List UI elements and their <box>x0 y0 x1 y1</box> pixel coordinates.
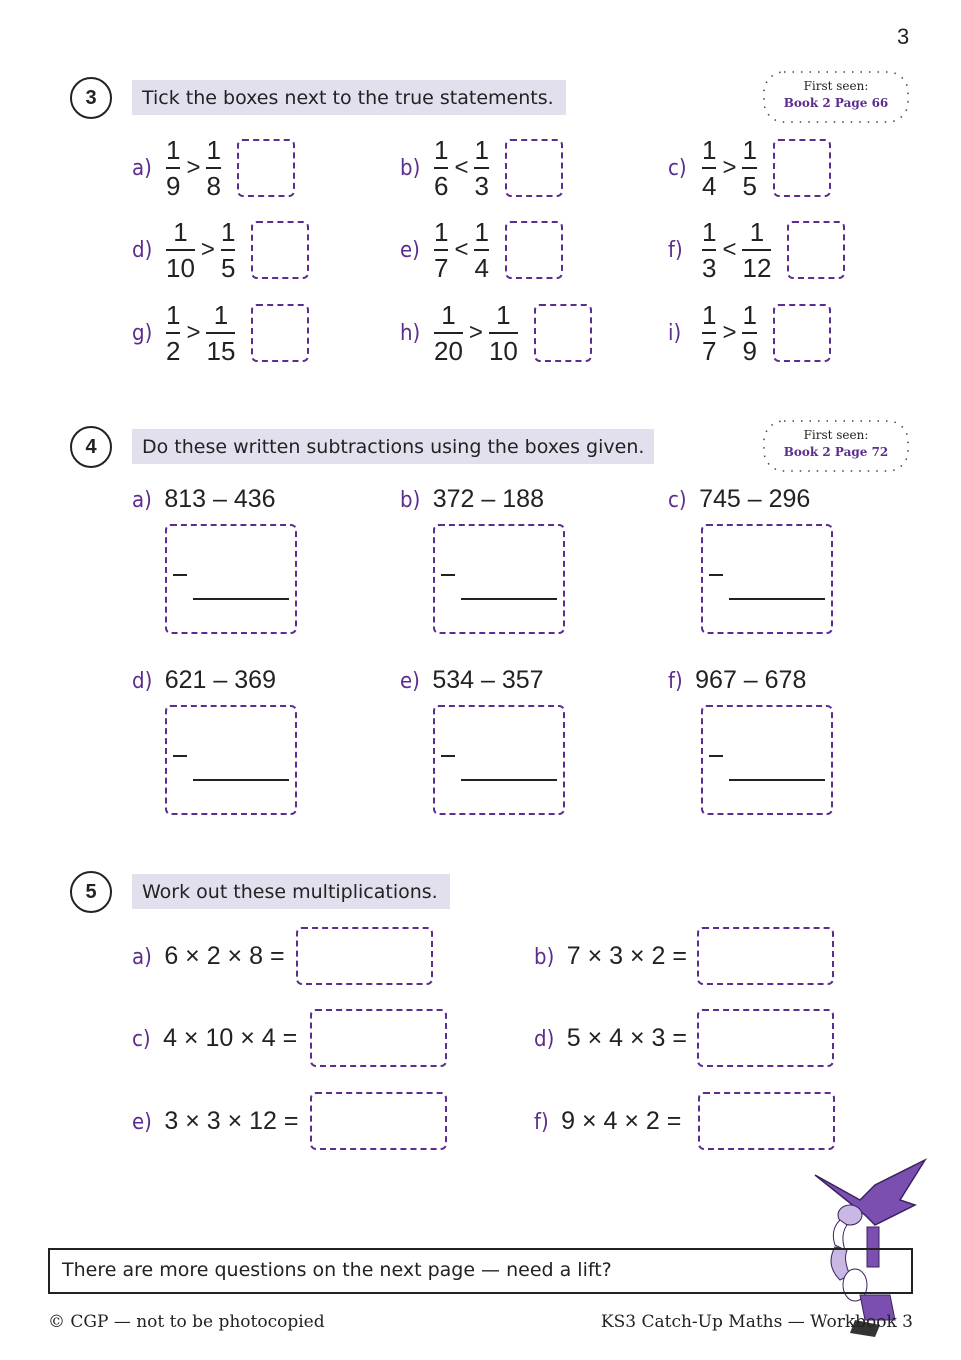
tick-box[interactable] <box>787 221 845 279</box>
subtraction-item <box>132 666 276 695</box>
tick-box[interactable] <box>251 304 309 362</box>
fraction-bar <box>166 332 180 334</box>
item-label: i) <box>668 320 682 346</box>
item-label: a) <box>132 488 152 513</box>
comparison-operator: < <box>454 154 469 181</box>
numerator: 1 <box>702 300 717 330</box>
denominator: 8 <box>206 171 221 201</box>
minus-sign <box>709 574 723 576</box>
fraction-bar <box>742 332 756 334</box>
denominator: 15 <box>206 336 236 366</box>
left-fraction <box>166 300 180 366</box>
fraction-bar <box>434 167 448 169</box>
fraction-bar <box>434 332 463 334</box>
answer-line <box>461 779 557 781</box>
item-label: e) <box>400 237 420 263</box>
subtraction-item <box>668 666 806 695</box>
tick-box[interactable] <box>534 304 592 362</box>
fraction-statement <box>400 135 563 201</box>
denominator: 6 <box>434 171 449 201</box>
answer-box[interactable] <box>433 705 565 815</box>
denominator: 3 <box>702 253 717 283</box>
item-label: f) <box>668 669 683 694</box>
answer-box[interactable] <box>310 1092 447 1150</box>
multiplication-expression: 5 × 4 × 3 = <box>566 1024 687 1052</box>
fraction-bar <box>474 167 488 169</box>
item-label: d) <box>132 669 153 694</box>
answer-box[interactable] <box>701 705 833 815</box>
denominator: 7 <box>434 253 449 283</box>
fraction-bar <box>742 249 771 251</box>
item-label: a) <box>132 155 152 181</box>
item-label: f) <box>668 237 683 263</box>
denominator: 5 <box>220 253 236 283</box>
fraction-bar <box>702 332 716 334</box>
footer-copyright: © CGP — not to be photocopied <box>48 1312 325 1332</box>
question-number-5: 5 <box>70 871 112 913</box>
answer-box[interactable] <box>165 524 297 634</box>
fraction-bar <box>166 167 180 169</box>
item-label: b) <box>534 945 555 970</box>
right-fraction <box>474 135 488 201</box>
comparison-operator: > <box>186 154 201 181</box>
first-seen-ref: Book 2 Page 66 <box>783 96 889 110</box>
multiplication-expression: 9 × 4 × 2 = <box>561 1107 682 1135</box>
denominator: 20 <box>434 336 463 366</box>
subtraction-item <box>668 485 810 514</box>
fraction-bar <box>206 167 220 169</box>
numerator: 1 <box>173 217 188 247</box>
item-label: e) <box>400 669 420 694</box>
answer-box[interactable] <box>296 927 433 985</box>
subtraction-expression: 372 – 188 <box>432 485 544 513</box>
multiplication-item <box>534 1024 687 1053</box>
numerator: 1 <box>702 135 717 165</box>
answer-line <box>461 598 557 600</box>
minus-sign <box>441 574 455 576</box>
denominator: 5 <box>742 171 757 201</box>
multiplication-expression: 6 × 2 × 8 = <box>164 942 285 970</box>
multiplication-item <box>132 1107 299 1136</box>
right-fraction <box>221 217 235 283</box>
item-label: e) <box>132 1110 152 1135</box>
first-seen-badge-q4 <box>760 417 912 475</box>
tick-box[interactable] <box>773 139 831 197</box>
fraction-bar <box>206 332 235 334</box>
fraction-bar <box>166 249 195 251</box>
item-label: c) <box>132 1027 151 1052</box>
fraction-statement <box>400 300 592 366</box>
item-label: d) <box>534 1027 555 1052</box>
comparison-operator: > <box>722 319 737 346</box>
fraction-bar <box>742 167 756 169</box>
tick-box[interactable] <box>251 221 309 279</box>
item-label: b) <box>400 488 421 513</box>
multiplication-expression: 7 × 3 × 2 = <box>566 942 687 970</box>
fraction-statement <box>668 300 831 366</box>
multiplication-expression: 4 × 10 × 4 = <box>163 1024 298 1052</box>
tick-box[interactable] <box>505 139 563 197</box>
answer-box[interactable] <box>701 524 833 634</box>
answer-box[interactable] <box>698 1092 835 1150</box>
multiplication-item <box>534 1107 681 1136</box>
first-seen-badge-q3 <box>760 68 912 126</box>
fraction-bar <box>702 167 716 169</box>
comparison-operator: > <box>722 154 737 181</box>
numerator: 1 <box>742 135 757 165</box>
multiplication-item <box>534 942 687 971</box>
item-label: h) <box>400 320 421 346</box>
comparison-operator: > <box>186 319 201 346</box>
denominator: 4 <box>702 171 717 201</box>
item-label: a) <box>132 945 152 970</box>
denominator: 9 <box>166 171 181 201</box>
denominator: 12 <box>742 253 772 283</box>
denominator: 9 <box>742 336 757 366</box>
numerator: 1 <box>166 300 181 330</box>
denominator: 4 <box>474 253 489 283</box>
numerator: 1 <box>206 135 221 165</box>
fraction-statement <box>132 217 309 283</box>
right-fraction <box>742 300 756 366</box>
next-page-banner: There are more questions on the next page — need a lift? <box>48 1248 913 1294</box>
tick-box[interactable] <box>505 221 563 279</box>
minus-sign <box>173 574 187 576</box>
subtraction-expression: 621 – 369 <box>164 666 276 694</box>
question-4-title: Do these written subtractions using the boxes given. <box>132 429 654 464</box>
answer-line <box>193 598 289 600</box>
left-fraction <box>702 300 716 366</box>
answer-box[interactable] <box>310 1009 447 1067</box>
denominator: 7 <box>702 336 717 366</box>
fraction-bar <box>434 249 448 251</box>
minus-sign <box>173 755 187 757</box>
comparison-operator: < <box>722 236 737 263</box>
numerator: 1 <box>220 217 236 247</box>
subtraction-item <box>132 485 276 514</box>
fraction-bar <box>702 249 716 251</box>
numerator: 1 <box>749 217 765 247</box>
right-fraction <box>206 135 220 201</box>
numerator: 1 <box>213 300 229 330</box>
multiplication-item <box>132 1024 297 1053</box>
tick-box[interactable] <box>237 139 295 197</box>
question-5-title: Work out these multiplications. <box>132 874 450 909</box>
right-fraction <box>489 300 518 366</box>
left-fraction <box>434 135 448 201</box>
comparison-operator: > <box>468 319 483 346</box>
tick-box[interactable] <box>773 304 831 362</box>
left-fraction <box>702 135 716 201</box>
denominator: 2 <box>166 336 181 366</box>
subtraction-expression: 813 – 436 <box>164 485 276 513</box>
answer-line <box>729 598 825 600</box>
subtraction-expression: 745 – 296 <box>699 485 811 513</box>
first-seen-label: First seen: <box>803 428 869 442</box>
item-label: g) <box>132 320 153 346</box>
subtraction-item <box>400 666 544 695</box>
question-3-title: Tick the boxes next to the true statements. <box>132 80 566 115</box>
fraction-statement <box>668 135 831 201</box>
fraction-bar <box>489 332 518 334</box>
fraction-statement <box>132 300 309 366</box>
fraction-statement <box>668 217 845 283</box>
left-fraction <box>166 217 195 283</box>
page-number: 3 <box>897 24 910 49</box>
footer-book-title: KS3 Catch-Up Maths — Workbook 3 <box>600 1312 913 1332</box>
numerator: 1 <box>434 217 449 247</box>
right-fraction <box>474 217 488 283</box>
left-fraction <box>434 300 463 366</box>
comparison-operator: > <box>200 236 215 263</box>
multiplication-item <box>132 942 285 971</box>
minus-sign <box>441 755 455 757</box>
numerator: 1 <box>496 300 511 330</box>
comparison-operator: < <box>454 236 469 263</box>
fraction-bar <box>221 249 235 251</box>
denominator: 10 <box>166 253 195 283</box>
minus-sign <box>709 755 723 757</box>
question-number-4: 4 <box>70 426 112 468</box>
fraction-bar <box>474 249 488 251</box>
left-fraction <box>434 217 448 283</box>
subtraction-expression: 534 – 357 <box>432 666 544 694</box>
question-number-3: 3 <box>70 77 112 119</box>
right-fraction <box>742 217 771 283</box>
fraction-statement <box>132 135 295 201</box>
numerator: 1 <box>441 300 456 330</box>
item-label: c) <box>668 155 687 181</box>
item-label: f) <box>534 1110 549 1135</box>
first-seen-ref: Book 2 Page 72 <box>783 445 889 459</box>
subtraction-item <box>400 485 544 514</box>
left-fraction <box>166 135 180 201</box>
fraction-statement <box>400 217 563 283</box>
multiplication-expression: 3 × 3 × 12 = <box>164 1107 299 1135</box>
answer-box[interactable] <box>697 1009 834 1067</box>
left-fraction <box>702 217 716 283</box>
numerator: 1 <box>702 217 717 247</box>
subtraction-expression: 967 – 678 <box>695 666 807 694</box>
denominator: 10 <box>488 336 518 366</box>
item-label: d) <box>132 237 153 263</box>
numerator: 1 <box>742 300 757 330</box>
numerator: 1 <box>474 135 489 165</box>
answer-box[interactable] <box>433 524 565 634</box>
denominator: 3 <box>474 171 489 201</box>
answer-box[interactable] <box>697 927 834 985</box>
numerator: 1 <box>166 135 181 165</box>
item-label: c) <box>668 488 687 513</box>
numerator: 1 <box>474 217 489 247</box>
right-fraction <box>206 300 235 366</box>
answer-box[interactable] <box>165 705 297 815</box>
answer-line <box>193 779 289 781</box>
answer-line <box>729 779 825 781</box>
numerator: 1 <box>434 135 449 165</box>
right-fraction <box>742 135 756 201</box>
item-label: b) <box>400 155 421 181</box>
first-seen-label: First seen: <box>803 79 869 93</box>
